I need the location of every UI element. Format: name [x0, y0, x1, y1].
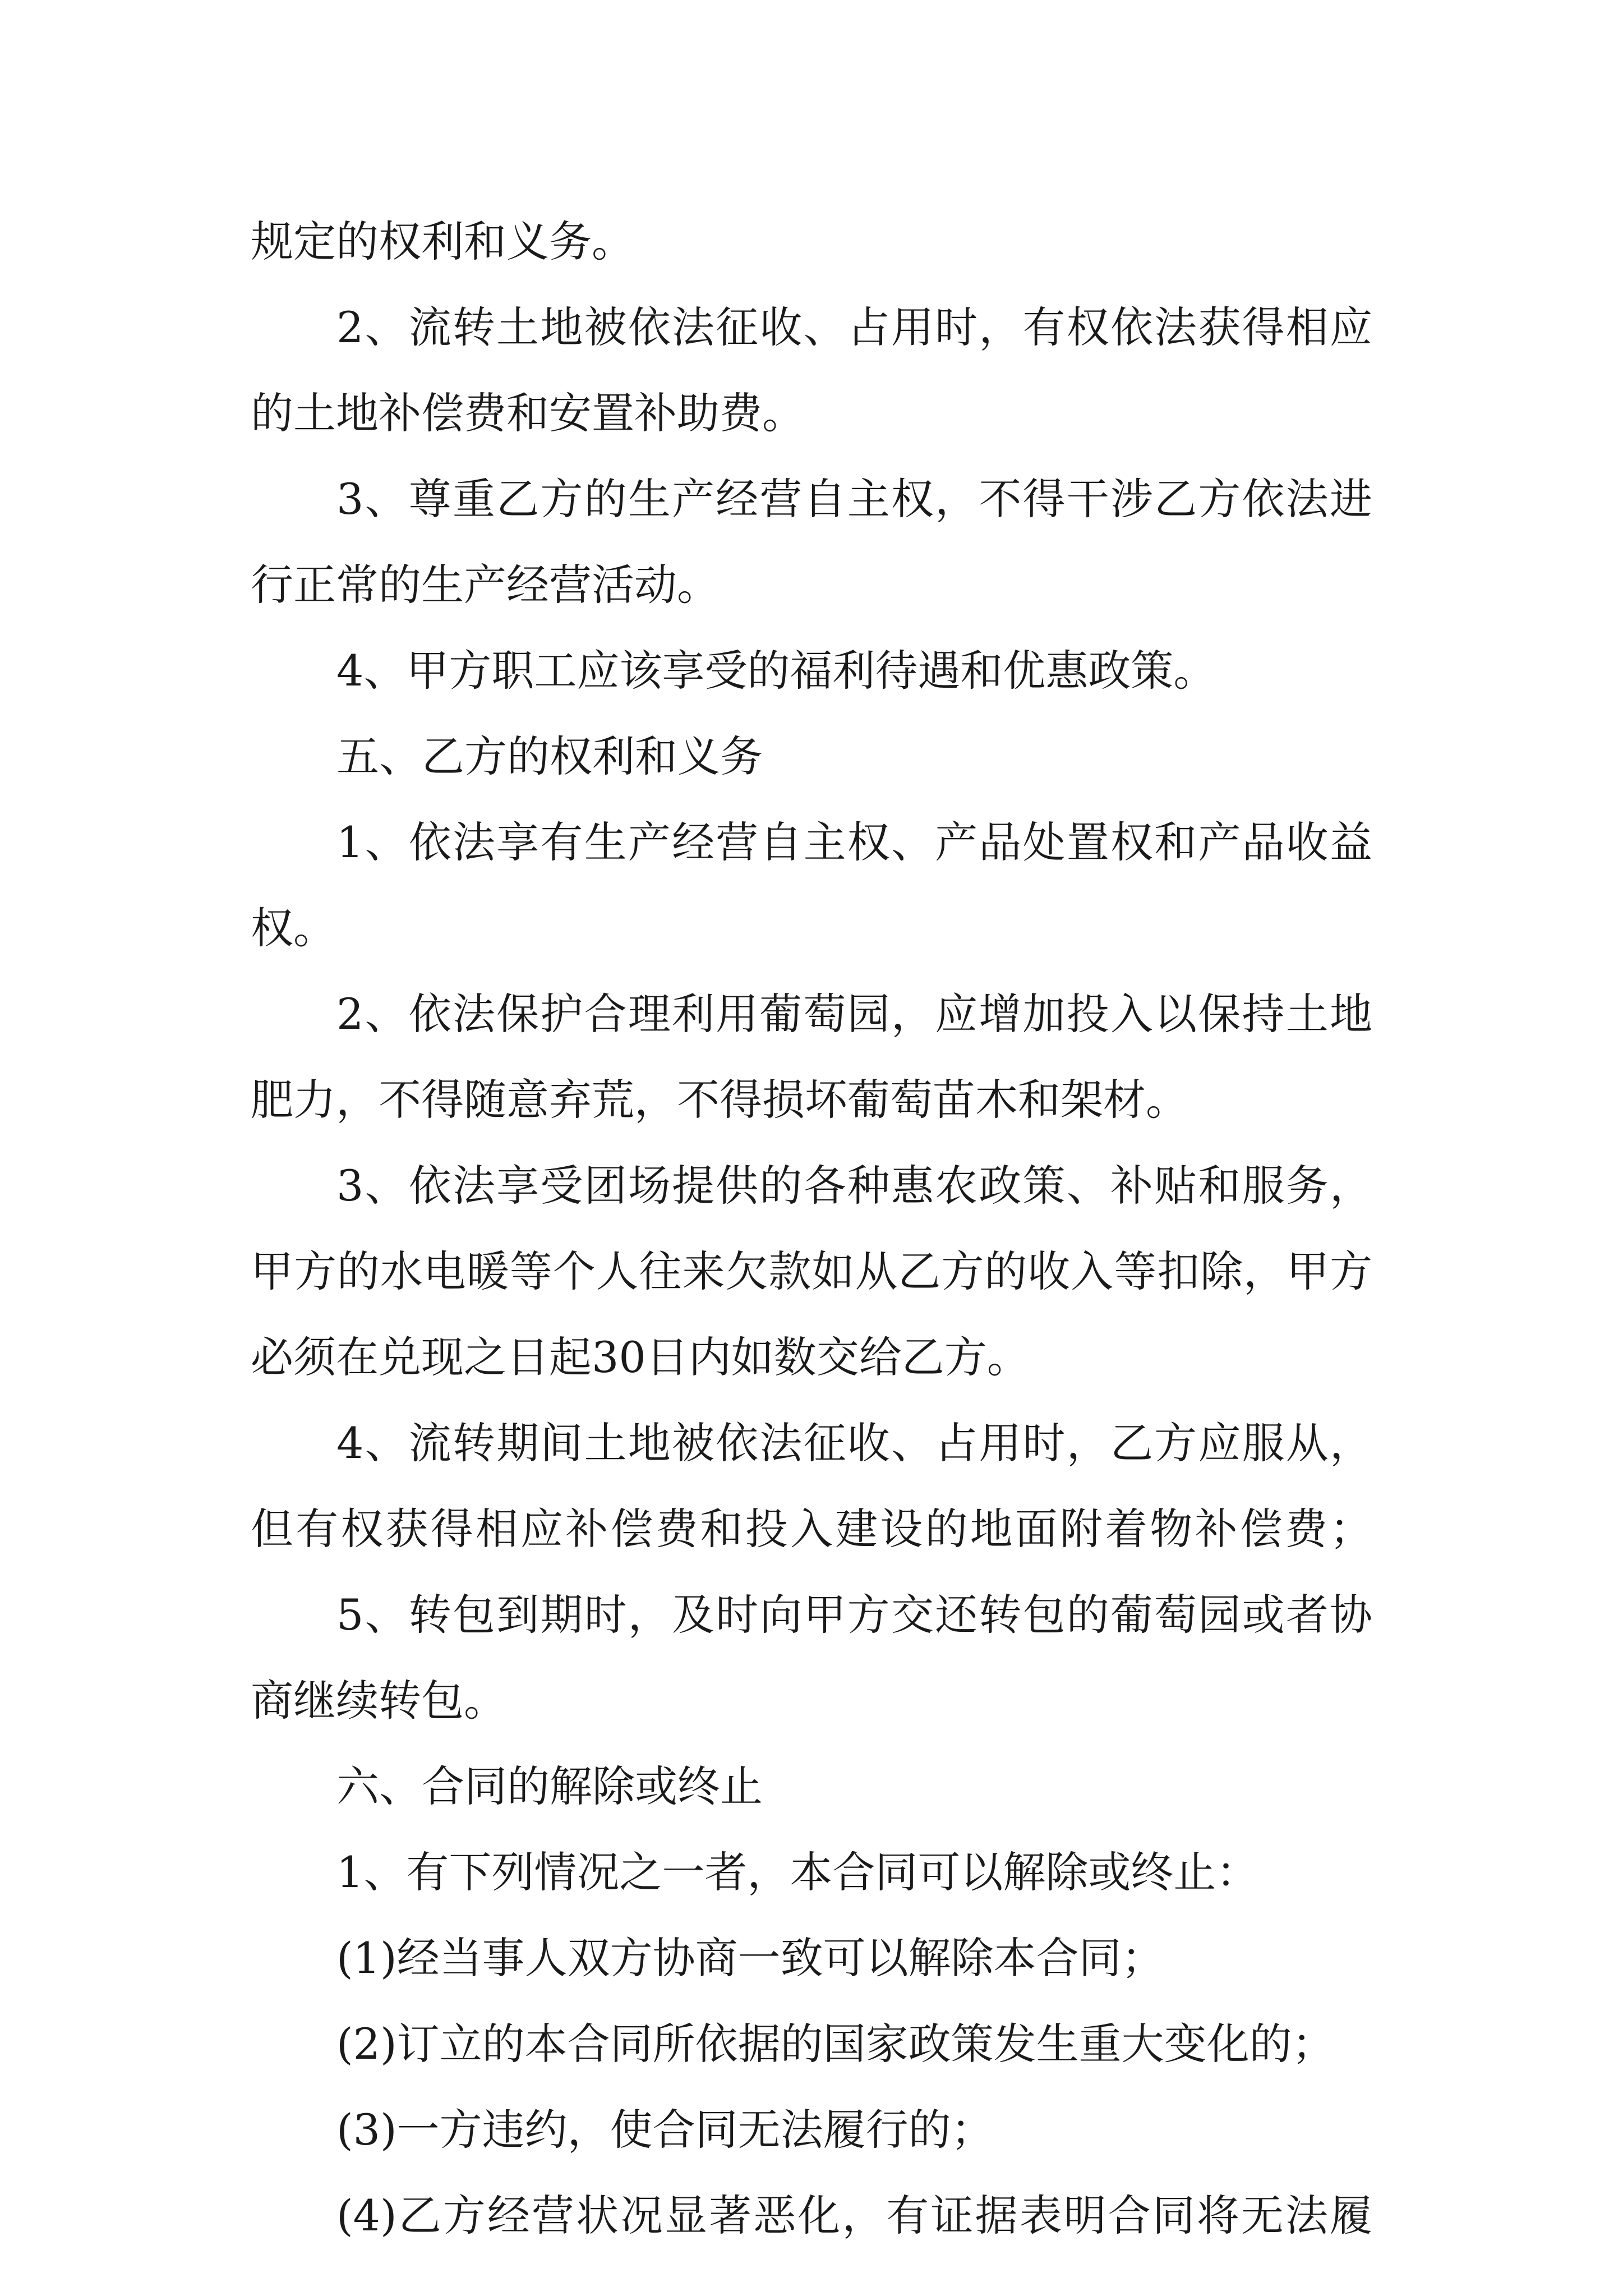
- text-line: 4、流转期间土地被依法征收、占用时，乙方应服从，: [336, 1418, 1372, 1468]
- text-line: 3、依法享受团场提供的各种惠农政策、补贴和服务，: [336, 1161, 1372, 1211]
- text-line: 规定的权利和义务。: [251, 217, 634, 266]
- text-line: 2、流转土地被依法征收、占用时，有权依法获得相应: [336, 302, 1372, 352]
- text-line: 甲方的水电暖等个人往来欠款如从乙方的收入等扣除，甲方: [251, 1246, 1372, 1296]
- text-line: 2、依法保护合理利用葡萄园，应增加投入以保持土地: [336, 989, 1372, 1039]
- text-line: 1、依法享有生产经营自主权、产品处置权和产品收益: [336, 817, 1372, 867]
- list-item: (4)乙方经营状况显著恶化，有证据表明合同将无法履: [336, 2191, 1372, 2240]
- section-heading: 五、乙方的权利和义务: [336, 731, 763, 781]
- list-item: (1)经当事人双方协商一致可以解除本合同；: [336, 1933, 1164, 1983]
- text-line: 4、甲方职工应该享受的福利待遇和优惠政策。: [336, 646, 1216, 696]
- text-line: 1、有下列情况之一者，本合同可以解除或终止：: [336, 1847, 1259, 1897]
- text-line: 权。: [251, 903, 336, 953]
- text-line: 行正常的生产经营活动。: [251, 560, 720, 610]
- text-line: 的土地补偿费和安置补助费。: [251, 388, 805, 438]
- text-line: 3、尊重乙方的生产经营自主权，不得干涉乙方依法进: [336, 474, 1372, 524]
- section-heading: 六、合同的解除或终止: [336, 1761, 763, 1811]
- text-line: 必须在兑现之日起30日内如数交给乙方。: [251, 1332, 1030, 1382]
- text-line: 但有权获得相应补偿费和投入建设的地面附着物补偿费；: [251, 1504, 1372, 1554]
- text-line: 肥力，不得随意弃荒，不得损坏葡萄苗木和架材。: [251, 1075, 1188, 1125]
- text-line: 商继续转包。: [251, 1676, 506, 1726]
- list-item: (2)订立的本合同所依据的国家政策发生重大变化的；: [336, 2019, 1335, 2069]
- list-item: (3)一方违约，使合同无法履行的；: [336, 2105, 994, 2155]
- text-line: 5、转包到期时，及时向甲方交还转包的葡萄园或者协: [336, 1590, 1372, 1640]
